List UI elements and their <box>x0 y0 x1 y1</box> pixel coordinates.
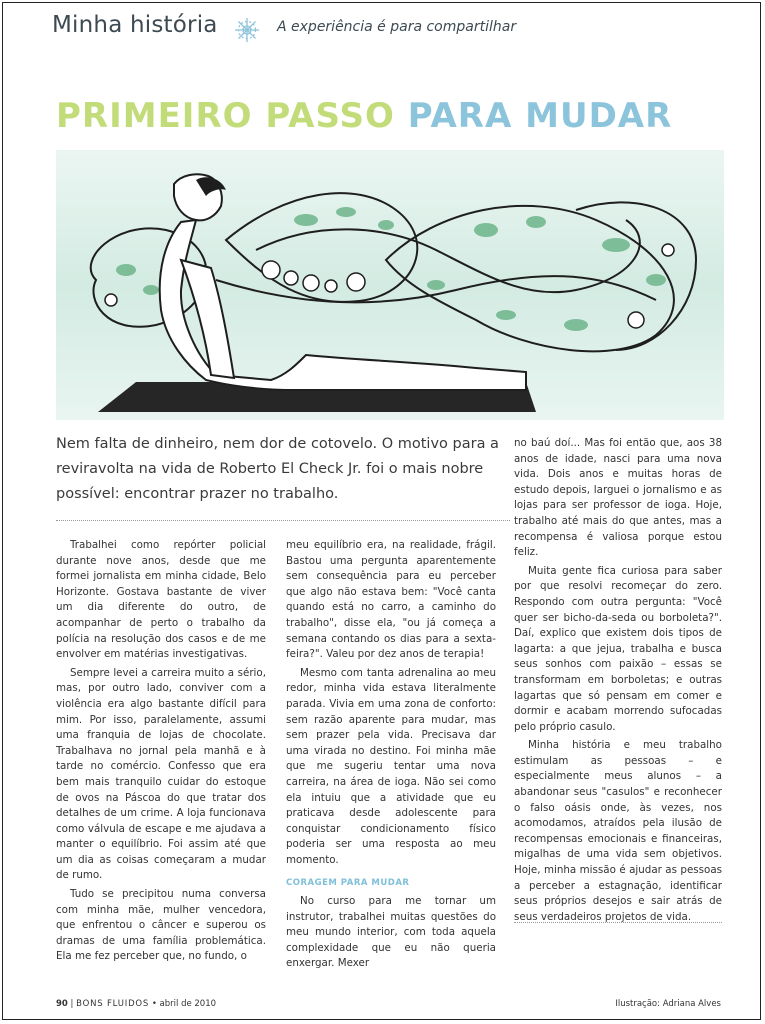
lead-divider <box>56 520 510 521</box>
col2-paragraph-1: meu equilíbrio era, na realidade, frágil. Bastou uma pergunta aparentemente sem consequência para eu perceber que algo não estava bem: "Você canta quando está no carro, a caminho do trabalho", disse ela, "ou já começa a semana contando os dias para a sexta-feira?". Valeu por dez anos de terapia! <box>286 539 496 661</box>
column-2 <box>286 538 496 975</box>
col1-paragraph-2: Sempre levei a carreira muito a sério, mas, por outro lado, conviver com a violência era algo bastante difícil para mim. Por isso, paralelamente, assumi uma franquia de lojas de chocolate. Trabalhava no jornal pela manhã e à tarde no comércio. Confesso que era bem mais tranquilo cuidar do estoque de ovos na Páscoa do que tratar dos detalhes de um crime. A loja funcionava como válvula de escape e me ajudava a manter o equilíbrio. Foi assim até que um dia as coisas começaram a mudar de rumo. <box>56 666 266 882</box>
section-title: Minha história <box>52 12 218 38</box>
column-1 <box>56 538 266 968</box>
page-number: 90 <box>56 999 68 1009</box>
page-footer <box>56 999 216 1009</box>
section-subheading: CORAGEM PARA MUDAR <box>286 878 410 889</box>
col3-paragraph-2: Muita gente fica curiosa para saber por que resolvi recomeçar do zero. Respondo com outra pergunta: "Você quer ser bicho-da-seda ou borboleta?". Daí, explico que existem dois tipos de lagarta: a que jejua, trabalha e busca seus sonhos com paixão – essas se transformam em borboletas; e outras lagartas que só pensam em comer e dormir e acabam morrendo sufocadas pelo próprio casulo. <box>514 564 722 733</box>
illustration-credit: Ilustração: Adriana Alves <box>615 999 721 1009</box>
column-3-end-divider <box>514 922 722 923</box>
section-tagline: A experiência é para compartilhar <box>277 19 517 35</box>
col1-paragraph-1: Trabalhei como repórter policial durante nove anos, desde que me formei jornalista em minha cidade, Belo Horizonte. Gostava bastante de viver um dia diferente do outro, de acompanhar de perto o trabalho da polícia na resolução dos casos e de me envolver em matérias investigativas. <box>56 539 266 661</box>
col1-paragraph-3: Tudo se precipitou numa conversa com minha mãe, mulher vencedora, que enfrentou o câncer e superou os dramas de uma família problemática. Ela me fez perceber que, no fundo, o <box>56 888 266 963</box>
article-headline <box>56 96 672 136</box>
headline-part-2: PARA MUDAR <box>407 96 673 136</box>
issue-date: abril de 2010 <box>159 999 217 1009</box>
footer-bullet: • <box>151 999 157 1009</box>
headline-part-1: PRIMEIRO PASSO <box>56 96 395 136</box>
col2-paragraph-3: No curso para me tornar um instrutor, trabalhei muitas questões do meu mundo interior, com toda aquela complexidade que eu não queria enxergar. Mexer <box>286 895 496 970</box>
column-3 <box>514 436 722 928</box>
snowflake-icon <box>234 17 260 43</box>
footer-separator: | <box>70 999 74 1009</box>
lead-paragraph: Nem falta de dinheiro, nem dor de cotovelo. O motivo para a reviravolta na vida de Roberto El Check Jr. foi o mais nobre possível: encontrar prazer no trabalho. <box>56 436 499 502</box>
col3-paragraph-3: Minha história e meu trabalho estimulam as pessoas – e especialmente meus alunos – a abandonar seus "casulos" e reconhecer o falso oásis onde, às vezes, nos acomodamos, atraídos pela ilusão de recompensas emocionais e financeiras, migalhas de uma vida sem objetivos. Hoje, minha missão é ajudar as pessoas a perceber a estagnação, identificar seus próprios desejos e sair atrás de seus verdadeiros projetos de vida. <box>514 739 722 923</box>
publication-name: BONS FLUIDOS <box>76 999 150 1009</box>
col3-paragraph-1: no baú doí... Mas foi então que, aos 38 anos de idade, nasci para uma nova vida. Dois anos e muitas horas de estudo depois, larguei o jornalismo e as lojas para ser professor de ioga. Hoje, trabalho até mais do que antes, mas a recompensa é valiosa porque estou feliz. <box>514 437 722 559</box>
col2-paragraph-2: Mesmo com tanta adrenalina ao meu redor, minha vida estava literalmente parada. Vivia em uma zona de conforto: sem razão aparente para mudar, mas sem prazer pela vida. Precisava dar uma virada no destino. Foi minha mãe que me sugeriu tentar uma nova carreira, na área de ioga. Não sei como ela intuiu que a atividade que eu praticava desde adolescente para conquistar condicionamento físico poderia ser uma resposta ao meu momento. <box>286 666 496 866</box>
yoga-pose-illustration <box>56 150 724 420</box>
